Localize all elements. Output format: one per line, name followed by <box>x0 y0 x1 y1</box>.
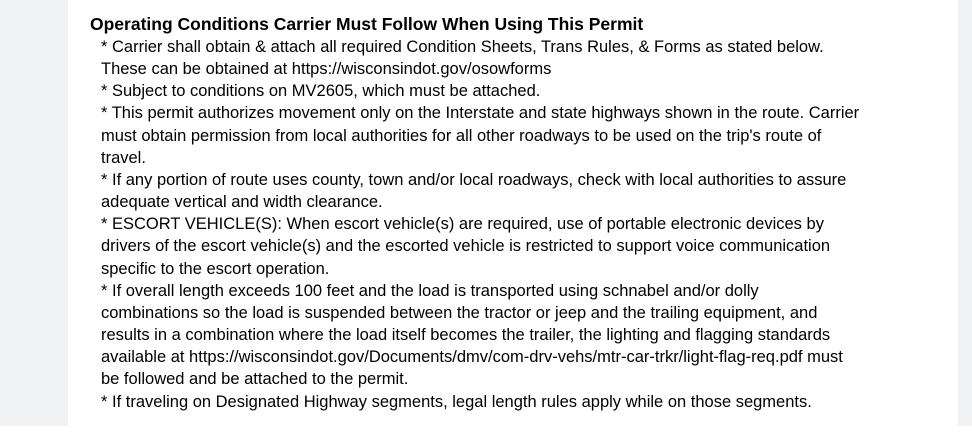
condition-line: combinations so the load is suspended between the tractor or jeep and the trailing equipment, and <box>101 303 818 322</box>
condition-line: specific to the escort operation. <box>101 259 330 278</box>
condition-line: * If traveling on Designated Highway segments, legal length rules apply while on those segments. <box>101 392 812 411</box>
left-page-margin <box>0 0 68 426</box>
condition-line: be followed and be attached to the permit. <box>101 370 409 389</box>
condition-line: These can be obtained at https://wisconsindot.gov/osowforms <box>101 60 552 79</box>
conditions-list <box>101 36 958 413</box>
condition-line: * Carrier shall obtain & attach all required Condition Sheets, Trans Rules, & Forms as stated below. <box>101 38 824 56</box>
condition-line: * ESCORT VEHICLE(S): When escort vehicle(s) are required, use of portable electronic devices by <box>101 215 824 234</box>
condition-line: * If any portion of route uses county, town and/or local roadways, check with local authorities to assure <box>101 170 847 189</box>
condition-line: adequate vertical and width clearance. <box>101 193 383 212</box>
condition-line: results in a combination where the load itself becomes the trailer, the lighting and flagging standards <box>101 326 831 345</box>
condition-line: * This permit authorizes movement only on the Interstate and state highways shown in the route. Carrier <box>101 104 860 123</box>
section-heading: Operating Conditions Carrier Must Follow When Using This Permit <box>90 14 644 34</box>
operating-conditions-section <box>90 12 958 413</box>
condition-line: * If overall length exceeds 100 feet and the load is transported using schnabel and/or dolly <box>101 281 759 300</box>
condition-line: must obtain permission from local authorities for all other roadways to be used on the trip's route of <box>101 126 822 145</box>
right-page-margin <box>958 0 972 426</box>
condition-line: drivers of the escort vehicle(s) and the escorted vehicle is restricted to support voice communication <box>101 237 831 256</box>
condition-line: travel. <box>101 148 146 167</box>
condition-line: available at https://wisconsindot.gov/Documents/dmv/com-drv-vehs/mtr-car-trkr/light-flag-req.pdf must <box>101 348 843 367</box>
condition-line: * Subject to conditions on MV2605, which must be attached. <box>101 82 541 101</box>
